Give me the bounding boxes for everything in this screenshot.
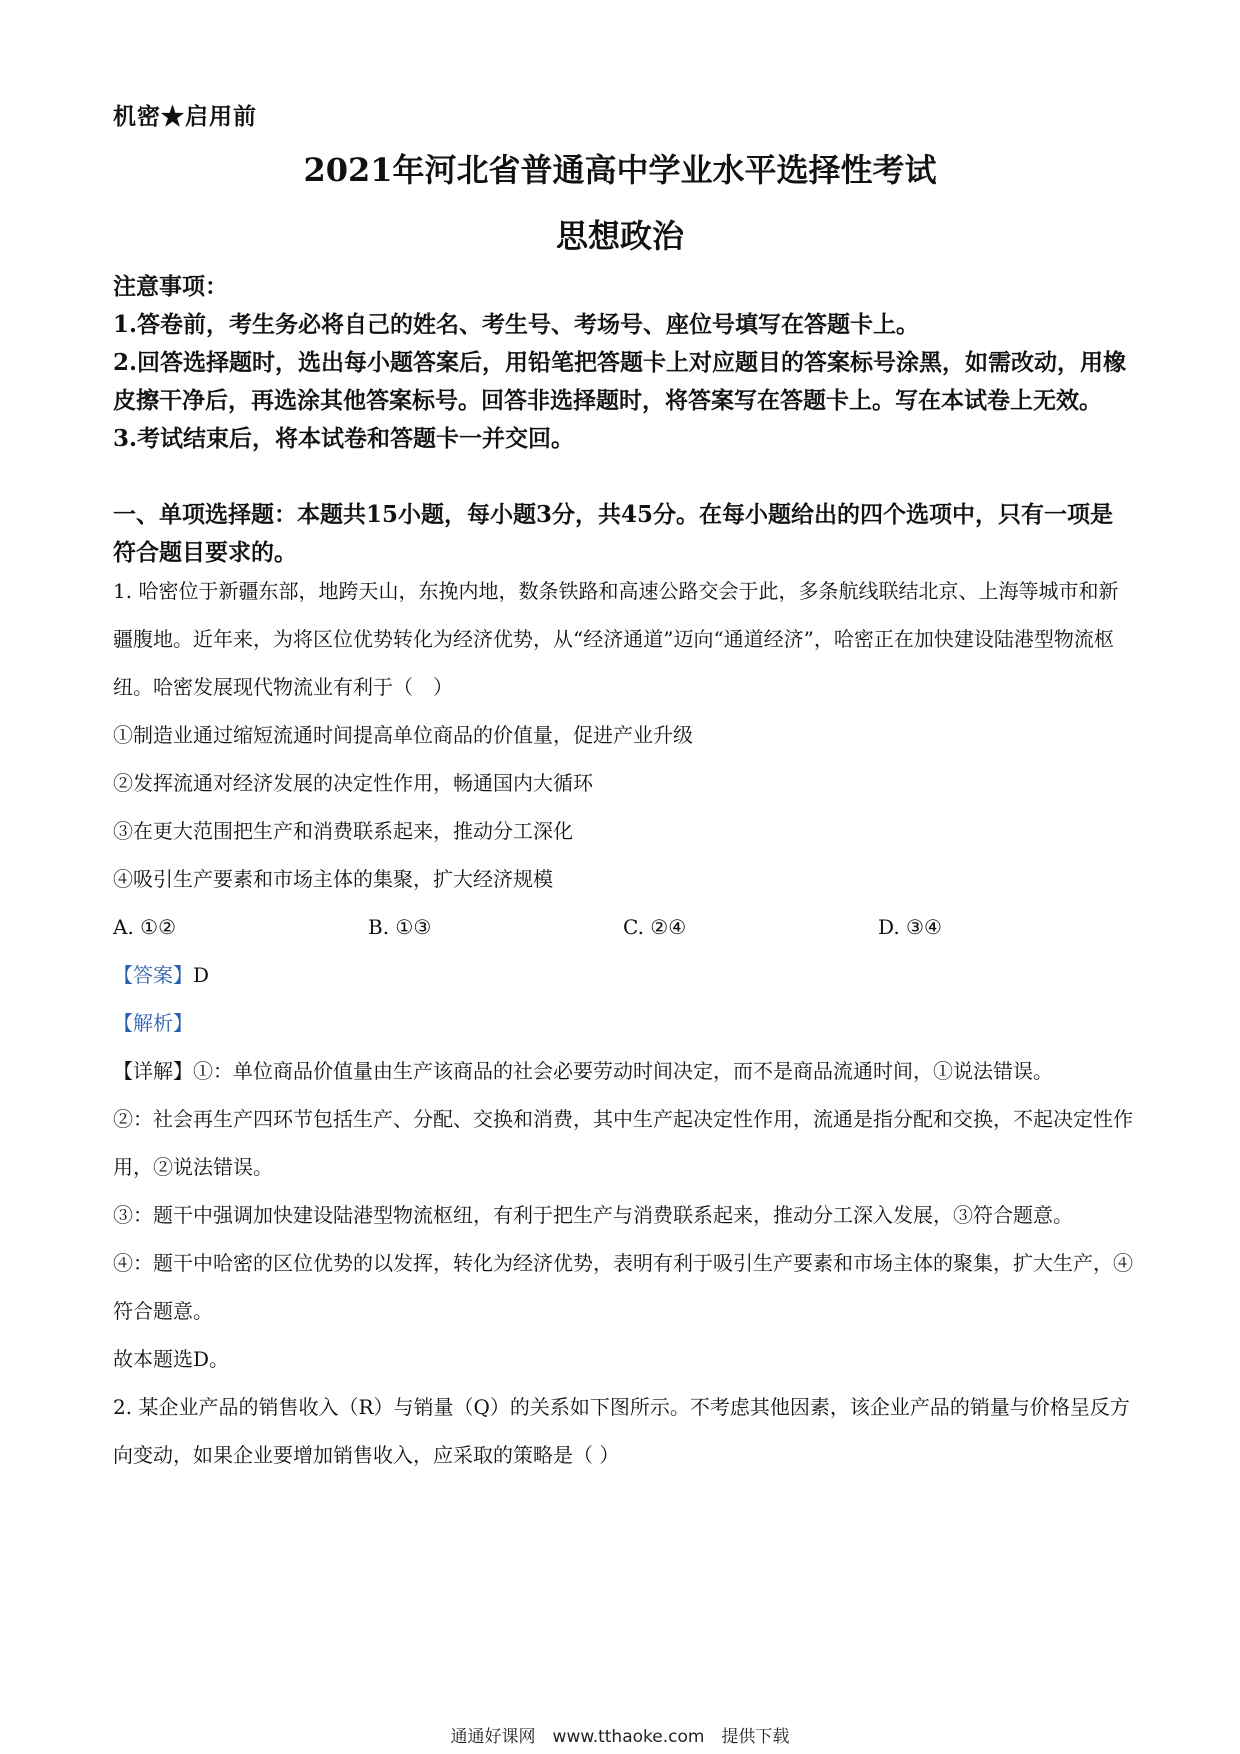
detail-text: ①：单位商品价值量由生产该商品的社会必要劳动时间决定，而不是商品流通时间，①说法错误。 (193, 1059, 1053, 1083)
notice-item: 1.答卷前，考生务必将自己的姓名、考生号、考场号、座位号填写在答题卡上。 (113, 311, 920, 338)
analysis-tag: 【解析】 (113, 1011, 193, 1035)
question-1 (113, 567, 1133, 1479)
detail-tag: 【详解】 (113, 1059, 193, 1083)
option-b: B. ①③ (368, 915, 432, 939)
answer-tag: 【答案】 (113, 963, 193, 987)
section-heading: 一、单项选择题：本题共15小题，每小题3分，共45分。在每小题给出的四个选项中，只有一项是符合题目要求的。 (113, 501, 1114, 566)
option-d: D. ③④ (878, 915, 942, 939)
detail-line (113, 1047, 1133, 1095)
detail-text: 故本题选D。 (113, 1347, 230, 1371)
question-2-stem: 2. 某企业产品的销售收入（R）与销量（Q）的关系如下图所示。不考虑其他因素，该企业产品的销量与价格呈反方向变动，如果企业要增加销售收入，应采取的策略是（ ） (113, 1395, 1130, 1467)
option-a: A. ①② (113, 915, 177, 939)
exam-subject: 思想政治 (555, 217, 684, 255)
answer-line (113, 951, 1133, 999)
statement: ②发挥流通对经济发展的决定性作用，畅通国内大循环 (113, 771, 593, 795)
exam-title: 2021年河北省普通高中学业水平选择性考试 (303, 151, 937, 189)
notice-item: 2.回答选择题时，选出每小题答案后，用铅笔把答题卡上对应题目的答案标号涂黑，如需改动，用橡皮擦干净后，再选涂其他答案标号。回答非选择题时，将答案写在答题卡上。写在本试卷上无效。 (113, 349, 1127, 414)
question-stem: 1. 哈密位于新疆东部，地跨天山，东挽内地，数条铁路和高速公路交会于此，多条航线联结北京、上海等城市和新疆腹地。近年来，为将区位优势转化为经济优势，从“经济通道”迈向“通道经济”，哈密正在加快建设陆港型物流枢纽。哈密发展现代物流业有利于（ ） (113, 579, 1119, 699)
detail-text: ③：题干中强调加快建设陆港型物流枢纽，有利于把生产与消费联系起来，推动分工深入发展，③符合题意。 (113, 1203, 1073, 1227)
option-c: C. ②④ (623, 915, 687, 939)
notice-block (113, 268, 1133, 458)
statement: ①制造业通过缩短流通时间提高单位商品的价值量，促进产业升级 (113, 723, 693, 747)
detail-text: ④：题干中哈密的区位优势的以发挥，转化为经济优势，表明有利于吸引生产要素和市场主体的聚集，扩大生产，④符合题意。 (113, 1251, 1133, 1323)
confidential-mark: 机密★启用前 (113, 103, 257, 130)
notice-heading: 注意事项： (113, 273, 228, 300)
statement: ④吸引生产要素和市场主体的集聚，扩大经济规模 (113, 867, 553, 891)
answer-value: D (193, 963, 210, 987)
notice-item: 3.考试结束后，将本试卷和答题卡一并交回。 (113, 425, 575, 452)
answer-options (113, 903, 1133, 951)
statement: ③在更大范围把生产和消费联系起来，推动分工深化 (113, 819, 573, 843)
footer-text: 通通好课网 www.tthaoke.com 提供下载 (450, 1727, 790, 1747)
detail-text: ②：社会再生产四环节包括生产、分配、交换和消费，其中生产起决定性作用，流通是指分配和交换，不起决定性作用，②说法错误。 (113, 1107, 1133, 1179)
